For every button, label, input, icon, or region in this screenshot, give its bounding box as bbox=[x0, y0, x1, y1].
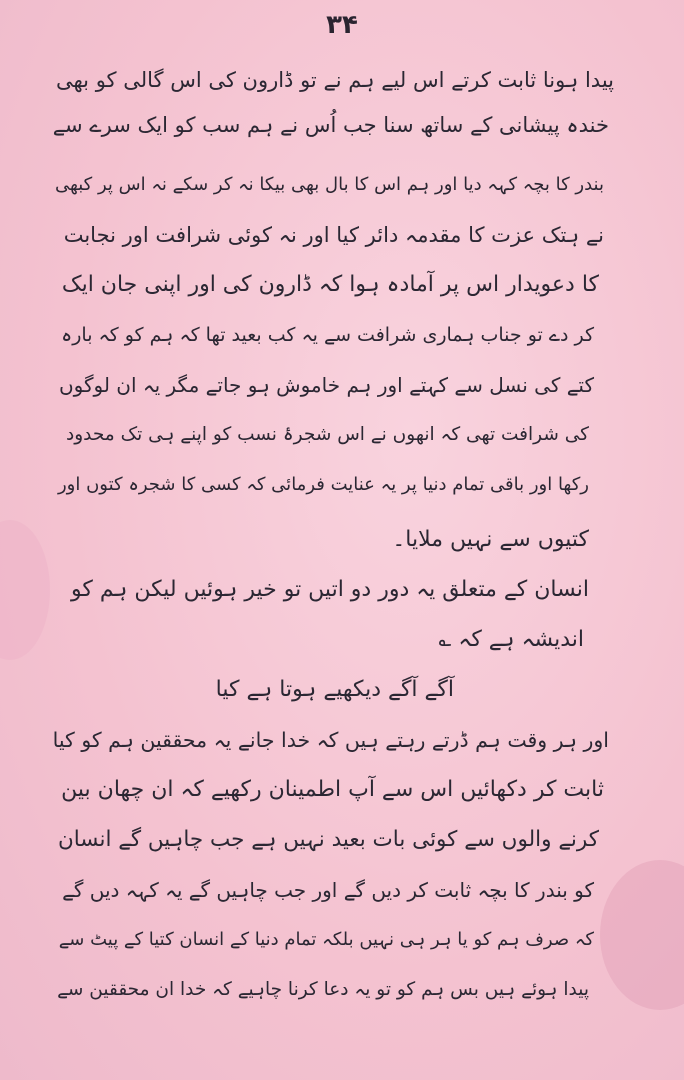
text-line: کرنے والوں سے کوئی بات بعید نہیں ہے جب چاہیں گے انسان bbox=[57, 827, 599, 852]
text-line: کہ صرف ہم کو یا ہر ہی نہیں بلکہ تمام دنیا کے انسان کتیا کے پیٹ سے bbox=[58, 929, 594, 950]
text-line: کر دے تو جناب ہماری شرافت سے یہ کب بعید تھا کہ ہم کو کہ بارہ bbox=[61, 324, 594, 346]
page-number: ۳۴ bbox=[326, 10, 358, 40]
text-line: کا دعویدار اس پر آمادہ ہوا کہ ڈارون کی اور اپنی جان ایک bbox=[61, 272, 599, 297]
text-line: اندیشہ ہے کہ ؎ bbox=[438, 627, 584, 652]
text-line: ثابت کر دکھائیں اس سے آپ اطمینان رکھیے کہ ان چھان بین bbox=[61, 777, 604, 802]
text-line: کو بندر کا بچہ ثابت کر دیں گے اور جب چاہیں گے یہ کہہ دیں گے bbox=[62, 878, 594, 902]
text-line: رکھا اور باقی تمام دنیا پر یہ عنایت فرمائی کہ کسی کا شجرہ کتوں اور bbox=[57, 474, 589, 495]
text-line: بندر کا بچہ کہہ دیا اور ہم اس کا بال بھی بیکا نہ کر سکے نہ اس پر کبھی bbox=[54, 174, 604, 195]
text-line: انسان کے متعلق یہ دور دو اتیں تو خیر ہوئیں لیکن ہم کو bbox=[70, 577, 589, 602]
text-line: خندہ پیشانی کے ساتھ سنا جب اُس نے ہم سب کو ایک سرے سے bbox=[52, 113, 609, 137]
text-line: اور ہر وقت ہم ڈرتے رہتے ہیں کہ خدا جانے یہ محققین ہم کو کیا bbox=[52, 728, 609, 752]
text-line: پیدا ہوئے ہیں بس ہم کو تو یہ دعا کرنا چاہیے کہ خدا ان محققین سے bbox=[57, 979, 589, 1000]
paper-stain bbox=[600, 860, 684, 1010]
text-line: کتے کی نسل سے کہتے اور ہم خاموش ہو جاتے مگر یہ ان لوگوں bbox=[58, 373, 594, 397]
paper-stain bbox=[0, 520, 50, 660]
text-line: پیدا ہونا ثابت کرتے اس لیے ہم نے تو ڈارون کی اس گالی کو بھی bbox=[56, 68, 614, 92]
text-line: کتیوں سے نہیں ملایا۔ bbox=[392, 527, 589, 552]
verse-line: آگے آگے دیکھیے ہوتا ہے کیا bbox=[215, 677, 454, 702]
text-line: نے ہتک عزت کا مقدمہ دائر کیا اور نہ کوئی شرافت اور نجابت bbox=[63, 223, 604, 247]
text-line: کی شرافت تھی کہ انھوں نے اس شجرۂ نسب کو اپنے ہی تک محدود bbox=[65, 424, 589, 445]
